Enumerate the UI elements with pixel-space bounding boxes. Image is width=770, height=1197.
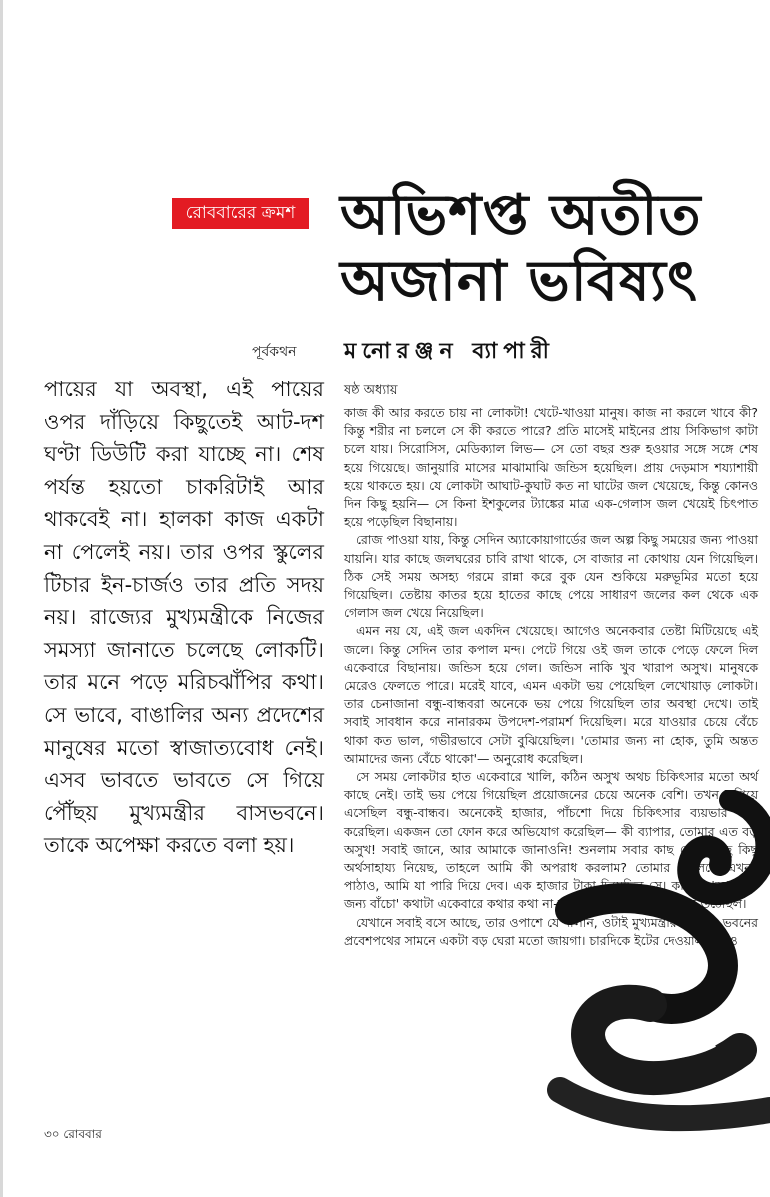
article-title	[340, 183, 760, 315]
chapter-heading: ষষ্ঠ অধ্যায়	[344, 383, 398, 398]
paragraph: সে সময় লোকটার হাত একেবারে খালি, কঠিন অসুখ অথচ চিকিৎসার মতো অর্থ কাছে নেই। তাই ভয় পেয়ে গিয়েছিল প্রয়োজনের চেয়ে অনেক বেশি। তখন এগিয়ে এসেছিল বন্ধু-বান্ধব। অনেকেই হাজার, পাঁচশো দিয়ে চিকিৎসার ব্যয়ভার বহন করেছিল। একজন তো ফোন করে অভিযোগ করেছিল— কী ব্যাপার, তোমার এত বড় অসুখ! সবাই জানে, আর আমাকে জানাওনি! শুনলাম সবার কাছ থেকে কিছু কিছু অর্থসাহায্য নিয়েছ, তাহলে আমি কী অপরাধ করলাম? তোমার ছেলেকে এখনই পাঠাও, আমি যা পারি দিয়ে দেব। এক হাজার টাকা দিয়েছিল সে। কাজেই 'আমাদের জন্য বাঁচো' কথাটা একেবারে কথার কথা না-হয়ে কিছু সদিচ্ছার সাক্ষ্য হয়ে উঠেছিল।	[344, 769, 758, 912]
paragraph: রোজ পাওয়া যায়, কিন্তু সেদিন অ্যাকোয়াগার্ডের জল অল্প কিছু সময়ের জন্য পাওয়া যায়নি। যার কাছে জলঘরের চাবি রাখা থাকে, সে বাজার না কোথায় যেন গিয়েছিল। ঠিক সেই সময় অসহ্য গরমে রান্না করে বুক যেন শুকিয়ে মরুভূমির মতো হয়ে গিয়েছিল। তেষ্টায় কাতর হয়ে হাতের কাছে পেয়ে সাধারণ জলের কল থেকে এক গেলাস জল খেয়ে নিয়েছিল।	[344, 532, 758, 621]
paragraph: যেখানে সবাই বসে আছে, তার ওপাশে যে দালান, ওটাই মুখ্যমন্ত্রীর আবাস। ভবনের প্রবেশপথের সামনে একটা বড় ঘেরা মতো জায়গা। চারদিকে ইটের দেওয়াল হলেও	[344, 914, 758, 948]
series-label: রোববারের ক্রমশ	[172, 198, 309, 229]
paragraph: এমন নয় যে, এই জল একদিন খেয়েছে। আগেও অনেকবার তেষ্টা মিটিয়েছে এই জলে। কিন্তু সেদিন তার কপাল মন্দ। পেটে গিয়ে ওই জল তাকে পেড়ে ফেলে দিল একেবারে বিছানায়। জন্ডিস হয়ে গেল। জন্ডিস নাকি খুব খারাপ অসুখ। মানুষকে মেরেও ফেলতে পারে। মরেই যাবে, এমন একটা ভয় পেয়েছিল লেখোয়াড় লোকটা। তার চেনাজানা বন্ধু-বান্ধবরা অনেকে ভয় পেয়ে গিয়েছিল তার অবস্থা দেখে। তাই সবাই সাবধান করে নানারকম উপদেশ-পরামর্শ দিয়েছিল। মরে যাওয়ার চেয়ে বেঁচে থাকা কত ভাল, গভীরভাবে সেটা বুঝিয়েছিল। 'তোমার জন্য না হোক, তুমি অন্তত আমাদের জন্য বেঁচে থাকো'— অনুরোধ করেছিল।	[344, 623, 758, 766]
prologue-label: পূর্বকথন	[252, 344, 297, 360]
prologue-summary: পায়ের যা অবস্থা, এই পায়ের ওপর দাঁড়িয়ে কিছুতেই আট-দশ ঘণ্টা ডিউটি করা যাচ্ছে না। শেষ পর্যন্ত হয়তো চাকরিটাই আর থাকবেই না। হালকা কাজ একটা না পেলেই নয়। তার ওপর স্কুলের টিচার ইন-চার্জও তার প্রতি সদয় নয়। রাজ্যের মুখ্যমন্ত্রীকে নিজের সমস্যা জানাতে চলেছে লোকটি। তার মনে পড়ে মরিচঝাঁপির কথা। সে ভাবে, বাঙালির অন্য প্রদেশের মানুষের মতো স্বাজাত্যবোধ নেই। এসব ভাবতে ভাবতে সে গিয়ে পৌঁছয় মুখ্যমন্ত্রীর বাসভবনে। তাকে অপেক্ষা করতে বলা হয়।	[44, 377, 324, 858]
title-line-1: অভিশপ্ত অতীত	[340, 183, 702, 248]
title-line-2: অজানা ভবিষ্যৎ	[340, 249, 698, 314]
paragraph: কাজ কী আর করতে চায় না লোকটা! খেটে-খাওয়া মানুষ। কাজ না করলে খাবে কী? কিন্তু শরীর না চললে সে কী করতে পারে? প্রতি মাসেই মাইনের প্রায় সিকিভাগ কাটা চলে যায়। সিরোসিস, মেডিক্যাল লিভ— সে তো বছর শুরু হওয়ার সঙ্গে সঙ্গে শেষ হয়ে গিয়েছে। জানুয়ারি মাসের মাঝামাঝি জন্ডিস হয়েছিল। প্রায় দেড়মাস শয্যাশায়ী হয়ে থাকতে হয়। যে লোকটা আঘাট-কুঘাট কত না ঘাটের জল খেয়েছে, কিন্তু কোনও দিন কিছু হয়নি— সে কিনা ইশকুলের ট্যাঙ্কের মাত্র এক-গেলাস জল খেয়েই চিৎপাত হয়ে পড়েছিল বিছানায়।	[344, 405, 758, 530]
brush-art-illustration	[530, 790, 770, 1140]
page-edge	[0, 0, 3, 1197]
author-name: মনোরঞ্জন ব্যাপারী	[344, 339, 555, 364]
page-folio: ৩০ রোববার	[44, 1127, 102, 1141]
